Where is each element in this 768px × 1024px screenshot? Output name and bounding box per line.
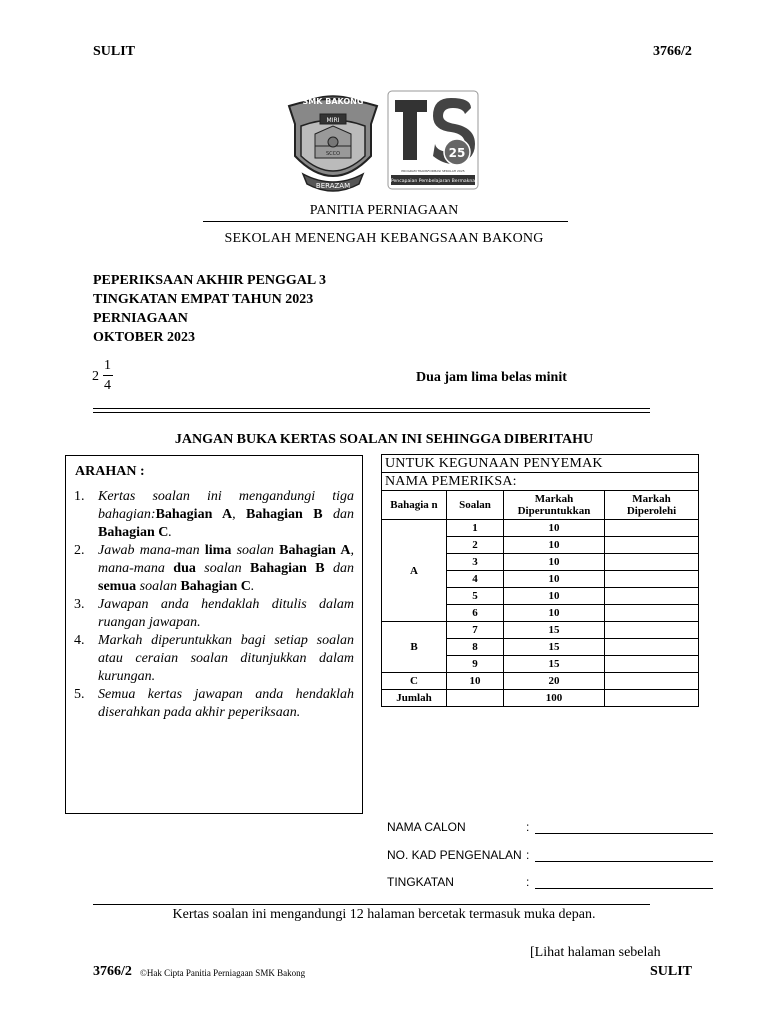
instruction-text: Semua kertas jawapan anda hendaklah diserahkan pada akhir peperiksaan. (98, 687, 354, 720)
col-header-section: Bahagia n (382, 491, 447, 520)
question-cell: 6 (447, 605, 504, 622)
obtained-cell (605, 605, 699, 622)
next-page-note: [Lihat halaman sebelah (530, 945, 661, 960)
exam-subject: PERNIAGAAN (93, 311, 188, 326)
table-row (382, 622, 699, 639)
marks-table-title: UNTUK KEGUNAAN PENYEMAK (382, 455, 699, 473)
header-divider (203, 221, 568, 222)
allocated-cell: 10 (504, 571, 605, 588)
obtained-cell (605, 622, 699, 639)
total-marks: 100 (504, 690, 605, 707)
candidate-name-row (387, 820, 717, 838)
table-row (382, 673, 699, 690)
section-b-cell: B (382, 622, 447, 673)
candidate-form-row (387, 875, 717, 893)
allocated-cell: 10 (504, 520, 605, 537)
double-divider (93, 408, 650, 413)
question-cell: 8 (447, 639, 504, 656)
program-logo-number: 25 (448, 146, 466, 160)
candidate-form-label: TINGKATAN (387, 875, 454, 889)
classification-top: SULIT (93, 44, 136, 59)
instruction-item: 5. Semua kertas jawapan anda hendaklah diserahkan pada akhir peperiksaan. (74, 687, 354, 720)
obtained-cell (605, 537, 699, 554)
instructions-list (74, 488, 354, 722)
instruction-text: Kertas soalan ini mengandungi tiga bahagian:Bahagian A, Bahagian B dan Bahagian C. (98, 489, 355, 540)
fraction-bar (103, 375, 113, 376)
colon: : (526, 848, 530, 862)
exam-info (93, 271, 326, 347)
allocated-cell: 10 (504, 537, 605, 554)
instructions-box (65, 455, 363, 814)
col-header-question: Soalan (447, 491, 504, 520)
question-cell: 4 (447, 571, 504, 588)
instruction-item: 1. Kertas soalan ini mengandungi tiga bahagian:Bahagian A, Bahagian B dan Bahagian C. (74, 489, 355, 540)
examiner-name-field: NAMA PEMERIKSA: (382, 473, 699, 491)
paper-code-bottom: 3766/2 (93, 964, 132, 979)
program-logo-top-text: PROGRAM TRANSFORMASI SEKOLAH 2025 (401, 169, 465, 173)
program-logo-caption: Pencapaian Pembelajaran Bermakna (390, 179, 476, 184)
table-row-total (382, 690, 699, 707)
exam-month: OKTOBER 2023 (93, 330, 196, 345)
school-logo (285, 86, 381, 196)
colon: : (526, 820, 530, 834)
obtained-cell (605, 520, 699, 537)
warning-notice: JANGAN BUKA KERTAS SOALAN INI SEHINGGA DIBERITAHU (174, 432, 594, 447)
instruction-text: Markah diperuntukkan bagi setiap soalan atau ceraian soalan ditunjukkan dalam kurungan. (98, 633, 354, 684)
school-name: SEKOLAH MENENGAH KEBANGSAAN BAKONG (224, 231, 544, 246)
section-a-cell: A (382, 520, 447, 622)
obtained-cell (605, 673, 699, 690)
duration-numerator: 1 (104, 358, 111, 373)
candidate-form-field[interactable] (535, 888, 713, 889)
question-cell: 5 (447, 588, 504, 605)
candidate-name-label: NAMA CALON (387, 820, 466, 834)
duration-whole: 2 (92, 369, 99, 384)
obtained-cell (605, 588, 699, 605)
classification-bottom: SULIT (650, 964, 693, 979)
page-count-note: Kertas soalan ini mengandungi 12 halaman bercetak termasuk muka depan. (172, 907, 596, 922)
obtained-cell (605, 571, 699, 588)
question-cell: 10 (447, 673, 504, 690)
footer-divider (93, 904, 650, 905)
instruction-text: Jawab mana-man lima soalan Bahagian A, mana-mana dua soalan Bahagian B dan semua soalan Bahagian C. (98, 543, 355, 594)
obtained-cell (605, 639, 699, 656)
total-question-cell (447, 690, 504, 707)
instruction-item: 4. Markah diperuntukkan bagi setiap soalan atau ceraian soalan ditunjukkan dalam kurungan. (74, 633, 354, 684)
question-cell: 9 (447, 656, 504, 673)
marks-table (381, 454, 699, 707)
allocated-cell: 15 (504, 622, 605, 639)
candidate-ic-label: NO. KAD PENGENALAN (387, 848, 522, 862)
allocated-cell: 10 (504, 554, 605, 571)
committee-name: PANITIA PERNIAGAAN (309, 203, 459, 218)
school-logo-shield-text: MIRI (326, 117, 340, 124)
col-header-obtained: Markah Diperolehi (605, 491, 699, 520)
candidate-name-field[interactable] (535, 833, 713, 834)
allocated-cell: 15 (504, 639, 605, 656)
allocated-cell: 20 (504, 673, 605, 690)
instruction-item: 2. Jawab mana-man lima soalan Bahagian A, mana-mana dua soalan Bahagian B dan semua soalan Bahagian C. (74, 543, 355, 594)
allocated-cell: 10 (504, 588, 605, 605)
instruction-item: 3. Jawapan anda hendaklah ditulis dalam ruangan jawapan. (74, 597, 354, 630)
exam-form-year: TINGKATAN EMPAT TAHUN 2023 (93, 292, 314, 307)
exam-title: PEPERIKSAAN AKHIR PENGGAL 3 (93, 273, 326, 288)
school-logo-banner: SMK BAKONG (302, 97, 364, 106)
colon: : (526, 875, 530, 889)
obtained-cell (605, 656, 699, 673)
question-cell: 7 (447, 622, 504, 639)
col-header-allocated: Markah Diperuntukkan (504, 491, 605, 520)
table-row (382, 520, 699, 537)
question-cell: 1 (447, 520, 504, 537)
program-logo (387, 90, 479, 190)
allocated-cell: 15 (504, 656, 605, 673)
total-label: Jumlah (382, 690, 447, 707)
duration-text: Dua jam lima belas minit (416, 370, 567, 385)
question-cell: 3 (447, 554, 504, 571)
obtained-cell (605, 554, 699, 571)
total-obtained-cell (605, 690, 699, 707)
allocated-cell: 10 (504, 605, 605, 622)
candidate-ic-field[interactable] (535, 861, 713, 862)
question-cell: 2 (447, 537, 504, 554)
duration-denominator: 4 (104, 378, 111, 393)
school-logo-inner-text: SCCO (325, 151, 341, 157)
school-logo-motto: BERAZAM (315, 182, 351, 190)
section-c-cell: C (382, 673, 447, 690)
paper-code-top: 3766/2 (653, 44, 692, 59)
instruction-text: Jawapan anda hendaklah ditulis dalam ruangan jawapan. (98, 597, 354, 630)
copyright-notice: ©Hak Cipta Panitia Perniagaan SMK Bakong (140, 968, 306, 978)
instructions-title: ARAHAN : (75, 464, 145, 479)
candidate-ic-row (387, 848, 717, 866)
